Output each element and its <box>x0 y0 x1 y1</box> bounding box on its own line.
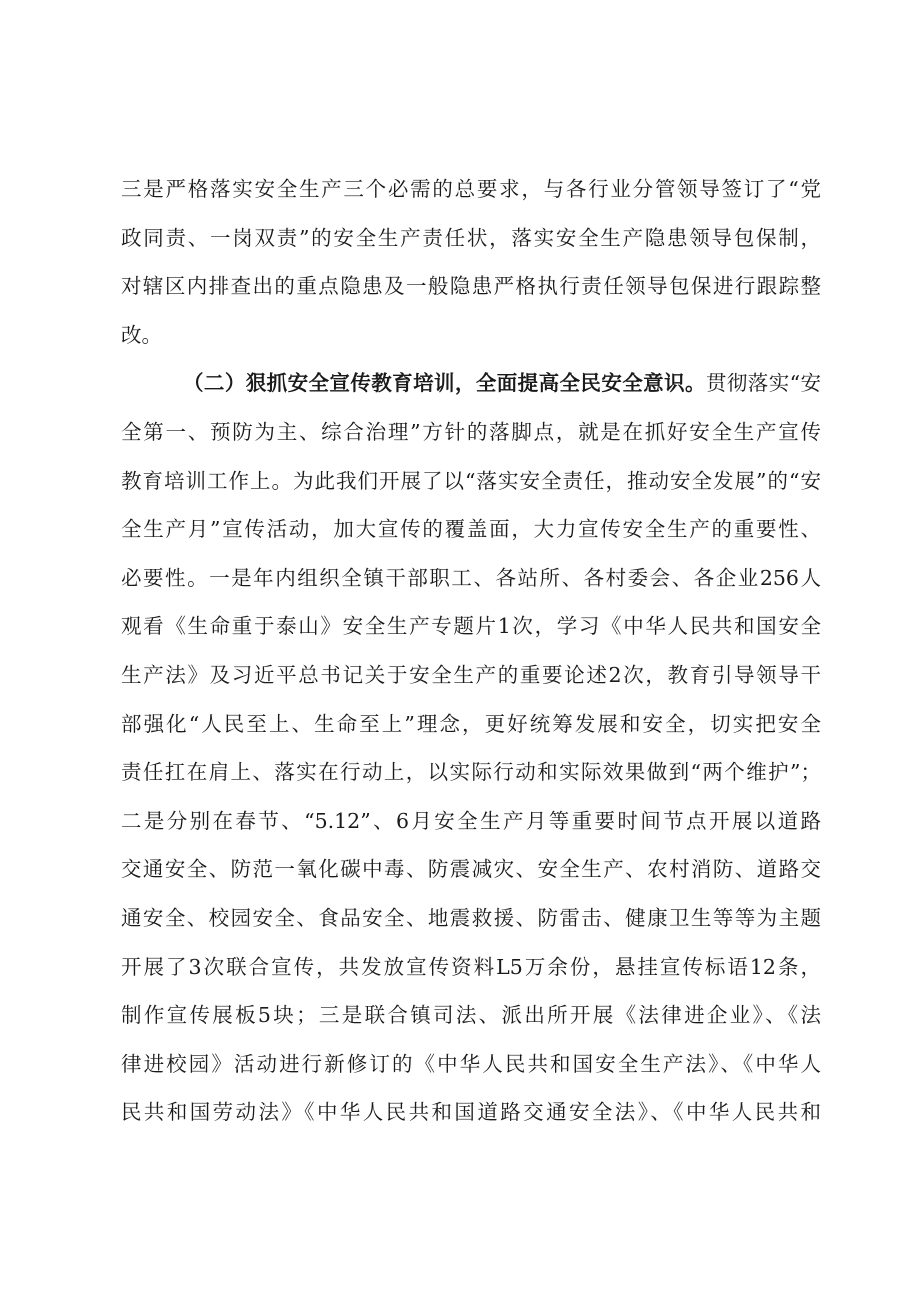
paragraph-line: 三是严格落实安全生产三个必需的总要求，与各行业分管领导签订了“党 <box>121 177 821 201</box>
paragraph-line: 教育培训工作上。为此我们开展了以“落实安全责任，推动安全发展”的“安 <box>121 468 821 493</box>
paragraph-line: 政同责、一岗双责”的安全生产责任状，落实安全生产隐患领导包保制， <box>121 225 821 250</box>
paragraph-first-line <box>121 359 821 408</box>
paragraph-line: 制作宣传展板5块；三是联合镇司法、派出所开展《法律进企业》、《法 <box>121 1003 821 1028</box>
paragraph-line: 律进校园》活动进行新修订的《中华人民共和国安全生产法》、《中华人 <box>121 1051 821 1076</box>
paragraph-line: 观看《生命重于泰山》安全生产专题片1次，学习《中华人民共和国安全 <box>121 614 821 639</box>
paragraph-line: 必要性。一是年内组织全镇干部职工、各站所、各村委会、各企业256人 <box>121 565 821 590</box>
paragraph-line: 改。 <box>121 322 162 347</box>
paragraph-line: 通安全、校园安全、食品安全、地震救援、防雷击、健康卫生等等为主题 <box>121 905 821 930</box>
section-heading: （二）狠抓安全宣传教育培训，全面提高全民安全意识。 <box>183 371 706 396</box>
paragraph-line: 责任扛在肩上、落实在行动上，以实际行动和实际效果做到“两个维护”； <box>121 760 821 785</box>
paragraph-line: 部强化“人民至上、生命至上”理念，更好统筹发展和安全，切实把安全 <box>121 711 821 736</box>
paragraph-line: 二是分别在春节、“5.12”、6月安全生产月等重要时间节点开展以道路 <box>121 808 821 833</box>
paragraph-line: 开展了3次联合宣传，共发放宣传资料L5万余份，悬挂宣传标语12条， <box>121 954 821 979</box>
paragraph-line: 生产法》及习近平总书记关于安全生产的重要论述2次，教育引导领导干 <box>121 662 821 687</box>
body-text <box>121 165 821 1137</box>
paragraph-line: 全生产月”宣传活动，加大宣传的覆盖面，大力宣传安全生产的重要性、 <box>121 517 821 542</box>
paragraph-line: 全第一、预防为主、综合治理”方针的落脚点，就是在抓好安全生产宣传 <box>121 419 821 444</box>
heading-trailing-text: 贯彻落实“安 <box>705 371 822 396</box>
paragraph-line: 民共和国劳动法》《中华人民共和国道路交通安全法》、《中华人民共和 <box>121 1100 821 1125</box>
paragraph-line: 对辖区内排查出的重点隐患及一般隐患严格执行责任领导包保进行跟踪整 <box>121 274 821 299</box>
paragraph-line: 交通安全、防范一氧化碳中毒、防震减灾、安全生产、农村消防、道路交 <box>121 857 821 882</box>
